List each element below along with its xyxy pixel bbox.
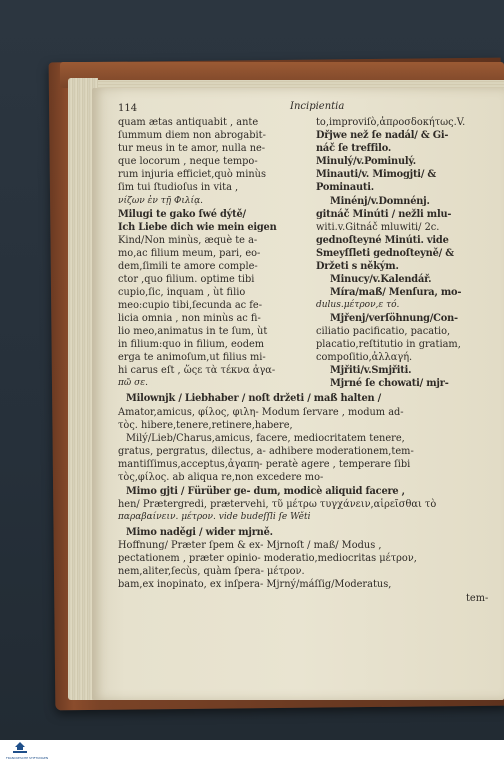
left-line: hi carus eſt , ὥςε τὰ τέκνα ἀγα- bbox=[118, 365, 276, 376]
left-line: lio meo,animatus in te ſum, ùt bbox=[118, 326, 268, 337]
entry-line: hen/ Prætergredi, prætervehi, τῦ μέτρω τυγχάνειν,αἱρεῖσθαι τὸ bbox=[118, 499, 437, 510]
page-number: 114 bbox=[118, 103, 138, 114]
right-line: Smeyſſleti gednoſteyně/ & bbox=[316, 248, 454, 259]
right-line: Pominauti. bbox=[316, 182, 374, 193]
entry-line: Mimo naděgi / wider mjrně. bbox=[126, 527, 273, 538]
left-line: cupio,ſic, inquam , ùt filio bbox=[118, 287, 246, 298]
right-headword: Minénj/v.Domnénj. bbox=[330, 196, 430, 207]
left-line: Kind/Non minùs, æquè te a- bbox=[118, 235, 258, 246]
right-line: gednoſteyné Minúti. vide bbox=[316, 235, 449, 246]
left-line: erga te animoſum,ut filius mi- bbox=[118, 352, 266, 363]
right-line: Držeti s někým. bbox=[316, 261, 399, 272]
right-headword: Minulý/v.Pominulý. bbox=[316, 156, 416, 167]
right-line: placatio,reſtitutio in gratiam, bbox=[316, 339, 461, 350]
entry-line: Milý/Lieb/Charus,amicus, facere, mediocritatem tenere, bbox=[126, 433, 405, 444]
left-line: ctor ,quo filium. optime tibi bbox=[118, 274, 255, 285]
entry-line: pectationem , præter opinio- moderatio,mediocritas μέτρον, bbox=[118, 553, 417, 564]
entry-line: nem,aliter,ſecùs, quàm ſpera- μέτρον. bbox=[118, 566, 305, 577]
right-headword: Míra/maß/ Menſura, mo- bbox=[330, 287, 462, 298]
entry-line: τὸς. hibere,tenere,retinere,habere, bbox=[118, 420, 293, 431]
left-line: tur meus in te amor, nulla ne- bbox=[118, 143, 266, 154]
left-line: licia omnia , non minùs ac fi- bbox=[118, 313, 261, 324]
left-line: ſummum diem non abrogabit- bbox=[118, 130, 266, 141]
left-headword: Milugi te gako ſwé dýtě/ bbox=[118, 209, 246, 220]
entry-line: bam,ex inopinato, ex inſpera- Mjrný/máſſig/Moderatus, bbox=[118, 579, 392, 590]
entry-line: mantiſſimus,acceptus,ἀγαπη- peratè agere , temperare ſibi bbox=[118, 459, 411, 470]
left-line: νίζων ἐν τῇ Φιλίᾳ. bbox=[118, 196, 204, 206]
left-line: quam ætas antiquabit , ante bbox=[118, 117, 259, 128]
left-line: πῶ σε. bbox=[118, 378, 148, 388]
right-line: to,improviſò,ἀπροσδοκήτως.V. bbox=[316, 117, 466, 128]
right-line: gitnáč Minúti / nežli mlu- bbox=[316, 209, 452, 220]
entry-line: gratus, pergratus, dilectus, a- adhibere moderationem,tem- bbox=[118, 446, 414, 457]
left-line: Ich Liebe dich wie mein eigen bbox=[118, 222, 277, 233]
entry-line: Hoffnung/ Præter ſpem & ex- Mjrnoſt / maß/ Modus , bbox=[118, 540, 382, 551]
entry-line: τὸς,φίλος. ab aliqua re,non excedere mo- bbox=[118, 472, 324, 483]
library-mark: FRANCKESCHE STIFTUNGEN bbox=[6, 756, 49, 760]
right-line: Dřjwe než ſe nadál/ & Gi- bbox=[316, 130, 449, 141]
right-line: ciliatio pacificatio, pacatio, bbox=[316, 326, 451, 337]
right-headword: Minauti/v. Mimogjti/ & bbox=[316, 169, 437, 180]
left-line: meo:cupio tibi,ſecunda ac fe- bbox=[118, 300, 263, 311]
right-line: compoſitio,ἀλλαγή. bbox=[316, 352, 413, 363]
entry-line: παραβαίνειν. μέτρον. vide budeſſli ſe Wěti bbox=[118, 512, 311, 522]
right-headword: Mjrné ſe chowati/ mjr- bbox=[330, 378, 449, 389]
catchword: tem- bbox=[466, 593, 489, 604]
left-line: in filium:quo in filium, eodem bbox=[118, 339, 265, 350]
right-headword: Mjřenj/verſöhnung/Con- bbox=[330, 313, 458, 324]
entry-line: Milownjk / Liebhaber / noſt držeti / maß halten / bbox=[126, 393, 382, 404]
left-line: rum injuria efficiet,quò minùs bbox=[118, 169, 266, 180]
footer-bar bbox=[0, 740, 504, 764]
right-line: náč ſe treffilo. bbox=[316, 143, 392, 154]
running-head: Incipientia bbox=[290, 101, 345, 112]
entry-line: Amator,amicus, φίλος, φιλη- Modum ſervare , modum ad- bbox=[118, 407, 404, 418]
left-line: que locorum , neque tempo- bbox=[118, 156, 258, 167]
left-line: ſim tui ſtudioſus in vita , bbox=[118, 182, 239, 193]
right-line: witi.v.Gitnáč mluwiti/ 2c. bbox=[316, 222, 440, 233]
left-line: dem,ſimili te amore comple- bbox=[118, 261, 258, 272]
right-headword: Mjřiti/v.Smjřiti. bbox=[330, 365, 412, 376]
entry-line: Mimo gjti / Fürüber ge- dum, modicè aliquid facere , bbox=[126, 486, 405, 497]
left-line: mo,ac filium meum, pari, eo- bbox=[118, 248, 261, 259]
right-line: dulus.μέτρον,ε τό. bbox=[316, 300, 400, 310]
right-headword: Minucy/v.Kalendář. bbox=[330, 274, 432, 285]
